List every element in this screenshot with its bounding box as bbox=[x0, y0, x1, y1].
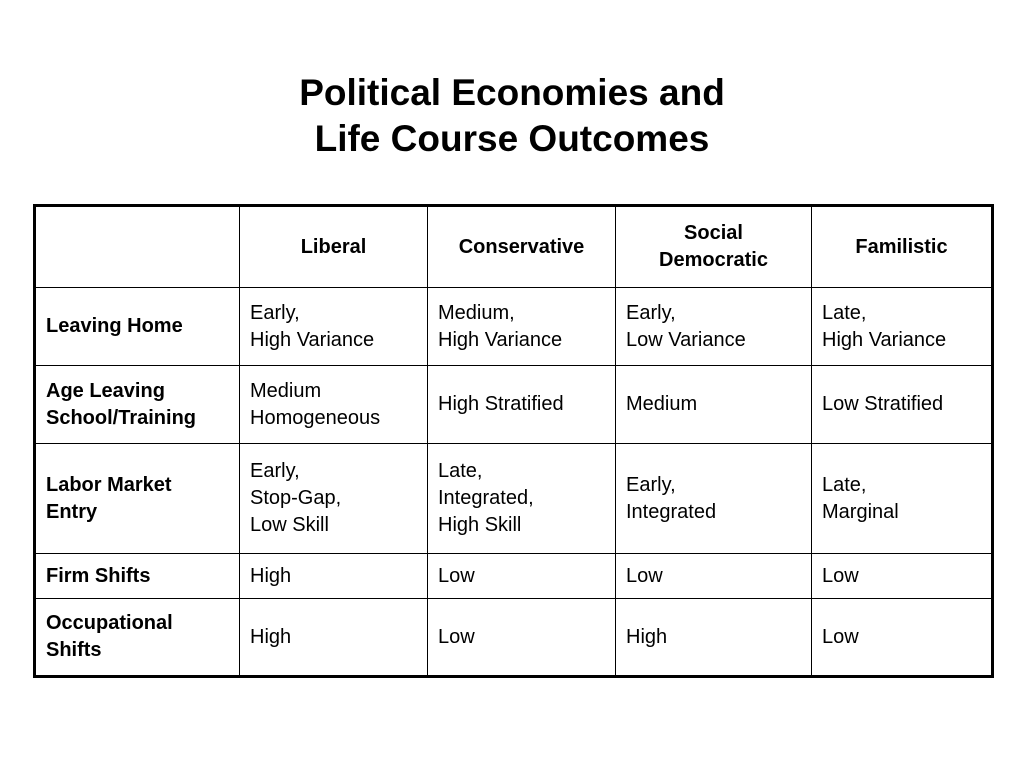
corner-cell bbox=[35, 206, 240, 288]
title-line-2: Life Course Outcomes bbox=[314, 118, 710, 159]
table-cell bbox=[812, 444, 993, 554]
cell-line: Early, bbox=[626, 473, 676, 496]
row-header bbox=[35, 599, 240, 677]
row-header bbox=[35, 366, 240, 444]
table-cell bbox=[616, 554, 812, 599]
table-cell bbox=[616, 444, 812, 554]
cell-line: Medium, bbox=[438, 301, 515, 324]
table-row-occupational-shifts bbox=[35, 599, 993, 677]
table-cell bbox=[812, 554, 993, 599]
column-header-label: Liberal bbox=[300, 235, 367, 258]
table-cell bbox=[812, 288, 993, 366]
table-row-age-leaving-school bbox=[35, 366, 993, 444]
row-header bbox=[35, 288, 240, 366]
table-cell bbox=[812, 366, 993, 444]
cell-line: High Variance bbox=[438, 328, 563, 351]
cell-line: Medium bbox=[626, 393, 698, 415]
cell-line: High Variance bbox=[250, 328, 375, 351]
row-header-line: Leaving Home bbox=[46, 315, 183, 337]
cell-line: Low Stratified bbox=[822, 393, 944, 415]
column-header-conservative bbox=[428, 206, 616, 288]
table-cell bbox=[616, 366, 812, 444]
column-header-familistic bbox=[812, 206, 993, 288]
cell-line: Early, bbox=[626, 301, 676, 324]
cell-line: Integrated, bbox=[438, 487, 534, 509]
table-row-firm-shifts bbox=[35, 554, 993, 599]
table-cell bbox=[616, 599, 812, 677]
row-header bbox=[35, 554, 240, 599]
row-header bbox=[35, 444, 240, 554]
table-cell bbox=[240, 288, 428, 366]
cell-line: Medium bbox=[250, 379, 322, 402]
table-cell bbox=[240, 599, 428, 677]
cell-line: Low Variance bbox=[626, 328, 746, 351]
row-header-line: Occupational bbox=[46, 612, 173, 634]
column-header-label-line: Democratic bbox=[659, 249, 768, 271]
row-header-line: Shifts bbox=[46, 639, 102, 661]
cell-line: Marginal bbox=[822, 500, 899, 523]
comparison-table bbox=[33, 204, 994, 678]
cell-line: Late, bbox=[822, 301, 867, 324]
row-header-line: Labor Market bbox=[46, 473, 172, 496]
table-cell bbox=[428, 366, 616, 444]
cell-line: Early, bbox=[250, 460, 300, 482]
table-cell bbox=[812, 599, 993, 677]
table-header-row bbox=[35, 206, 993, 288]
row-header-line: School/Training bbox=[46, 406, 197, 429]
column-header-liberal bbox=[240, 206, 428, 288]
table-cell bbox=[428, 599, 616, 677]
cell-line: Late, bbox=[438, 460, 483, 482]
table-cell bbox=[428, 554, 616, 599]
cell-line: High Variance bbox=[822, 328, 947, 351]
cell-line: High bbox=[250, 625, 292, 648]
cell-line: Low bbox=[822, 564, 859, 587]
column-header-label: Familistic bbox=[855, 235, 948, 258]
cell-line: Early, bbox=[250, 301, 300, 324]
cell-line: Low Skill bbox=[250, 514, 329, 536]
table-row-labor-market-entry bbox=[35, 444, 993, 554]
cell-line: High Skill bbox=[438, 514, 522, 536]
cell-line: Low bbox=[438, 564, 475, 587]
cell-line: High bbox=[626, 625, 668, 648]
page-title bbox=[0, 70, 1024, 162]
cell-line: High bbox=[250, 564, 292, 587]
cell-line: Low bbox=[822, 625, 859, 648]
column-header-label: Conservative bbox=[458, 235, 585, 258]
table-cell bbox=[240, 444, 428, 554]
table-cell bbox=[428, 288, 616, 366]
cell-line: Low bbox=[626, 564, 663, 587]
table-cell bbox=[428, 444, 616, 554]
cell-line: Homogeneous bbox=[250, 406, 381, 429]
column-header-label-line: Social bbox=[684, 222, 743, 244]
cell-line: Stop-Gap, bbox=[250, 487, 342, 509]
row-header-line: Entry bbox=[46, 500, 98, 523]
cell-line: High Stratified bbox=[438, 393, 564, 415]
title-line-1: Political Economies and bbox=[299, 72, 725, 113]
row-header-line: Age Leaving bbox=[46, 379, 165, 402]
cell-line: Integrated bbox=[626, 500, 717, 523]
table-cell bbox=[616, 288, 812, 366]
cell-line: Low bbox=[438, 625, 475, 648]
table-cell bbox=[240, 554, 428, 599]
table-cell bbox=[240, 366, 428, 444]
cell-line: Late, bbox=[822, 473, 867, 496]
table-row-leaving-home bbox=[35, 288, 993, 366]
column-header-social-democratic bbox=[616, 206, 812, 288]
row-header-line: Firm Shifts bbox=[46, 564, 151, 587]
